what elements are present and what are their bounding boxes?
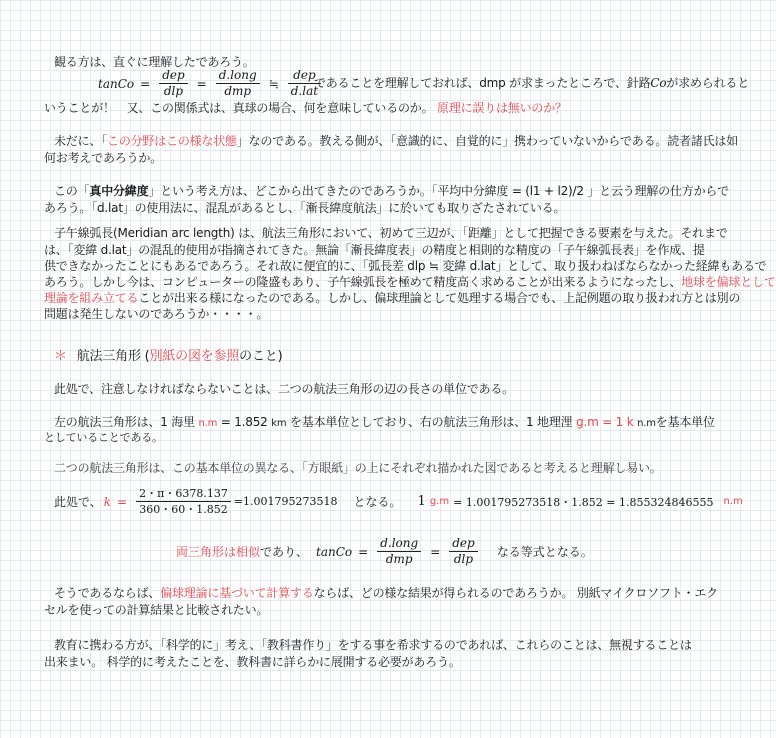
text-line: 観る方は、直ぐに理解したであろう。	[54, 55, 255, 69]
text-line: セルを使っての計算結果と比較されたい。	[44, 603, 269, 617]
text-line: 二つの航法三角形は、この基本単位の異なる、「方眼紙」の上にそれぞれ描かれた図であると考えると理解し易い。	[54, 461, 662, 475]
text-line: 供できなかったことにもあるであろう。それ故に便宜的に、「弧長差 dlp ≒ 変緯 d.lat」として、取り扱わねばならなかった経緯もあるで	[44, 259, 767, 273]
text-line: 此処で、注意しなければならないことは、二つの航法三角形の辺の長さの単位である。	[54, 382, 514, 396]
text-line: 理論を組み立てることが出来る様になったのである。しかし、偏球理論として処理する場合でも、上記例題の取り扱われ方とは別の	[44, 291, 741, 305]
text-line: であることを理解しておれば、dmp が求まったところで、針路Coが求められると	[314, 76, 750, 90]
text-line: あろう。しかし今は、コンピューターの隆盛もあり、子午線弧長を極めて精度高く求めることが出来るようになったし、地球を偏球として	[44, 275, 776, 289]
text-line: この「真中分緯度」という考え方は、どこから出てきたのであろうか。「平均中分緯度 = (l1 + l2)/2 」と云う理解の仕方からで	[54, 184, 729, 198]
fraction: $\frac{\text{dep}}{\text{dlp}}$	[449, 536, 477, 567]
text-line: 出来まい。 科学的に考えたことを、教科書に詳らかに展開する必要があろう。	[44, 655, 461, 669]
fraction: $\frac{\text{d.long}}{\text{dmp}}$	[216, 68, 260, 99]
text-line: いうことが！ 又、この関係式は、真球の場合、何を意味しているのか。 原理に誤りは無いのか？	[44, 101, 567, 115]
formula-tanco-2: 両三角形は相似 であり、 tanCo = $\frac{\text{d.long}}{\text{dmp}}$ = $\frac{\text{dep}}{\text{dlp}}$ なる等式となる。	[176, 536, 593, 566]
text-line: 子午線弧長(Meridian arc length) は、航法三角形において、初めて三辺が、「距離」として把握できる要素を与えた。それまで	[54, 226, 728, 240]
text-line: 何お考えであろうか。	[44, 151, 163, 165]
text-line: 未だに、「この分野はこの様な状態」なのである。教える側が、「意識的に、自覚的に」携わっていないからである。読者諸氏は如	[54, 134, 738, 148]
text-line: としていることである。	[44, 431, 163, 444]
text-line: そうであるならば、偏球理論に基づいて計算するならば、どの様な結果が得られるのであろうか。 別紙マイクロソフト・エク	[54, 586, 718, 600]
star-bullet: ＊	[54, 349, 67, 364]
section-heading: ＊ 航法三角形 (別紙の図を参照のこと)	[54, 349, 283, 364]
text-line: 左の航法三角形は、1 海里 n.m = 1.852 km を基本単位としており、右の航法三角形は、1 地理浬 g.m = 1 k n.mを基本単位	[54, 415, 715, 429]
formula-k: 此処で、 k = $\frac{2・\pi・6378.137}{360・60・1.852}$ =1.001795273518 となる。 1 g.m = 1.001795273518・1.852 = 1.855324846555 n.m	[54, 487, 743, 516]
fraction: $\frac{\text{d.long}}{\text{dmp}}$	[377, 536, 421, 567]
highlight-question: 原理に誤りは無いのか？	[437, 101, 567, 115]
fraction: $\frac{\text{dep}}{\text{d.lat}}$	[288, 68, 321, 99]
text-line: 問題は発生しないのであろうか・・・・。	[44, 307, 269, 321]
text-line: は、「変緯 d.lat」の混乱的使用が指摘されてきた。無論「漸長緯度表」の精度と相則的な精度の「子午線弧長表」を作成、提	[44, 243, 705, 257]
text-line: 教育に携わる方が、「科学的に」考え、「教科書作り」をする事を希求するのであれば、これらのことは、無視することは	[54, 638, 692, 652]
fraction: $\frac{2・\pi・6378.137}{360・60・1.852}$	[136, 486, 231, 517]
formula-tanco-1: tanCo = $\frac{\text{dep}}{\text{dlp}}$ = $\frac{\text{d.long}}{\text{dmp}}$ ≒ $\frac{\text{dep}}{\text{d.lat}}$	[98, 68, 324, 99]
text-line: あろう。「d.lat」の使用法に、混乱があるとし、「漸長緯度航法」に於いても取りざたされている。	[44, 201, 566, 215]
fraction: $\frac{\text{dep}}{\text{dlp}}$	[159, 68, 187, 99]
